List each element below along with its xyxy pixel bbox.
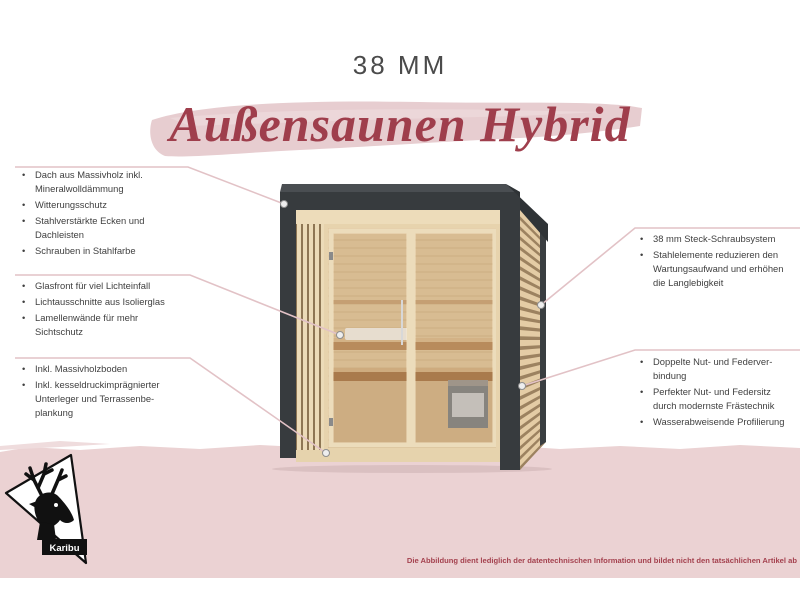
feature-item [640, 385, 785, 413]
feature-text: • Glasfront für viel Lichteinfall [35, 280, 151, 291]
door-hinge-bottom [329, 418, 333, 426]
feature-group-system [640, 232, 783, 292]
connector-dot [323, 450, 330, 457]
disclaimer-text: Die Abbildung dient lediglich der datentechnischen Information und bildet nicht den tatsächlichen Artikel ab [406, 556, 797, 565]
connector-dot [519, 383, 526, 390]
feature-item [22, 378, 160, 420]
feature-text: durch modernste Frästechnik [653, 400, 775, 411]
side-back-post [540, 232, 546, 446]
feature-item [22, 362, 160, 376]
feature-text: • Perfekter Nut- und Federsitz [653, 386, 771, 397]
connector-dot [281, 201, 288, 208]
lamella [309, 224, 313, 452]
door-hinge-top [329, 252, 333, 260]
roof-top [280, 184, 520, 192]
feature-item [640, 415, 785, 429]
feature-text: • Doppelte Nut- und Federver- [653, 356, 773, 367]
right-corner-post [500, 192, 520, 470]
feature-text: • Schrauben in Stahlfarbe [35, 245, 136, 256]
feature-text: • Lichtausschnitte aus Isolierglas [35, 296, 165, 307]
feature-item [22, 198, 144, 212]
sauna-ceiling [296, 210, 500, 224]
feature-item [640, 355, 785, 383]
feature-text: • Stahlverstärkte Ecken und [35, 215, 145, 226]
feature-text: • Lamellenwände für mehr [35, 312, 139, 323]
feature-item [22, 311, 165, 339]
connector-dot [538, 302, 545, 309]
lamella [315, 224, 319, 452]
feature-text: • 38 mm Steck-Schraubsystem [653, 233, 776, 244]
feature-item [22, 214, 144, 242]
feature-item [640, 232, 783, 246]
feature-text: Dachleisten [35, 229, 84, 240]
feature-group-tongue-groove [640, 355, 785, 431]
product-title: Außensaunen Hybrid [169, 96, 631, 152]
left-corner-post [280, 192, 296, 458]
feature-text: • Dach aus Massivholz inkl. [35, 169, 143, 180]
feature-item [22, 279, 165, 293]
feature-text: die Langlebigkeit [653, 277, 724, 288]
lamella [303, 224, 307, 452]
feature-text: • Inkl. Massivholzboden [35, 363, 128, 374]
feature-text: Unterleger und Terrassenbe- [35, 393, 155, 404]
thickness-subtitle: 38 MM [352, 50, 448, 80]
feature-group-floor [22, 362, 160, 422]
lamella [297, 224, 301, 452]
feature-text: Mineralwolldämmung [35, 183, 124, 194]
feature-item [22, 168, 144, 196]
feature-item [22, 244, 144, 258]
feature-group-glass [22, 279, 165, 341]
feature-text: Sichtschutz [35, 326, 83, 337]
logo-brand-text: Karibu [49, 543, 80, 554]
roof-front [280, 192, 520, 210]
feature-text: • Witterungsschutz [35, 199, 107, 210]
connector-dot [337, 332, 344, 339]
side-glass [416, 234, 492, 442]
feature-text: • Wasserabweisende Profilierung [653, 416, 785, 427]
door-glass [334, 234, 406, 442]
feature-group-roof [22, 168, 144, 260]
feature-text: • Inkl. kesseldruckimprägnierter [35, 379, 160, 390]
feature-item [22, 295, 165, 309]
feature-text: plankung [35, 407, 74, 418]
feature-text: • Stahlelemente reduzieren den [653, 249, 779, 260]
feature-text: bindung [653, 370, 687, 381]
sauna-illustration [272, 184, 552, 473]
feature-item [640, 248, 783, 290]
feature-text: Wartungsaufwand und erhöhen [653, 263, 784, 274]
